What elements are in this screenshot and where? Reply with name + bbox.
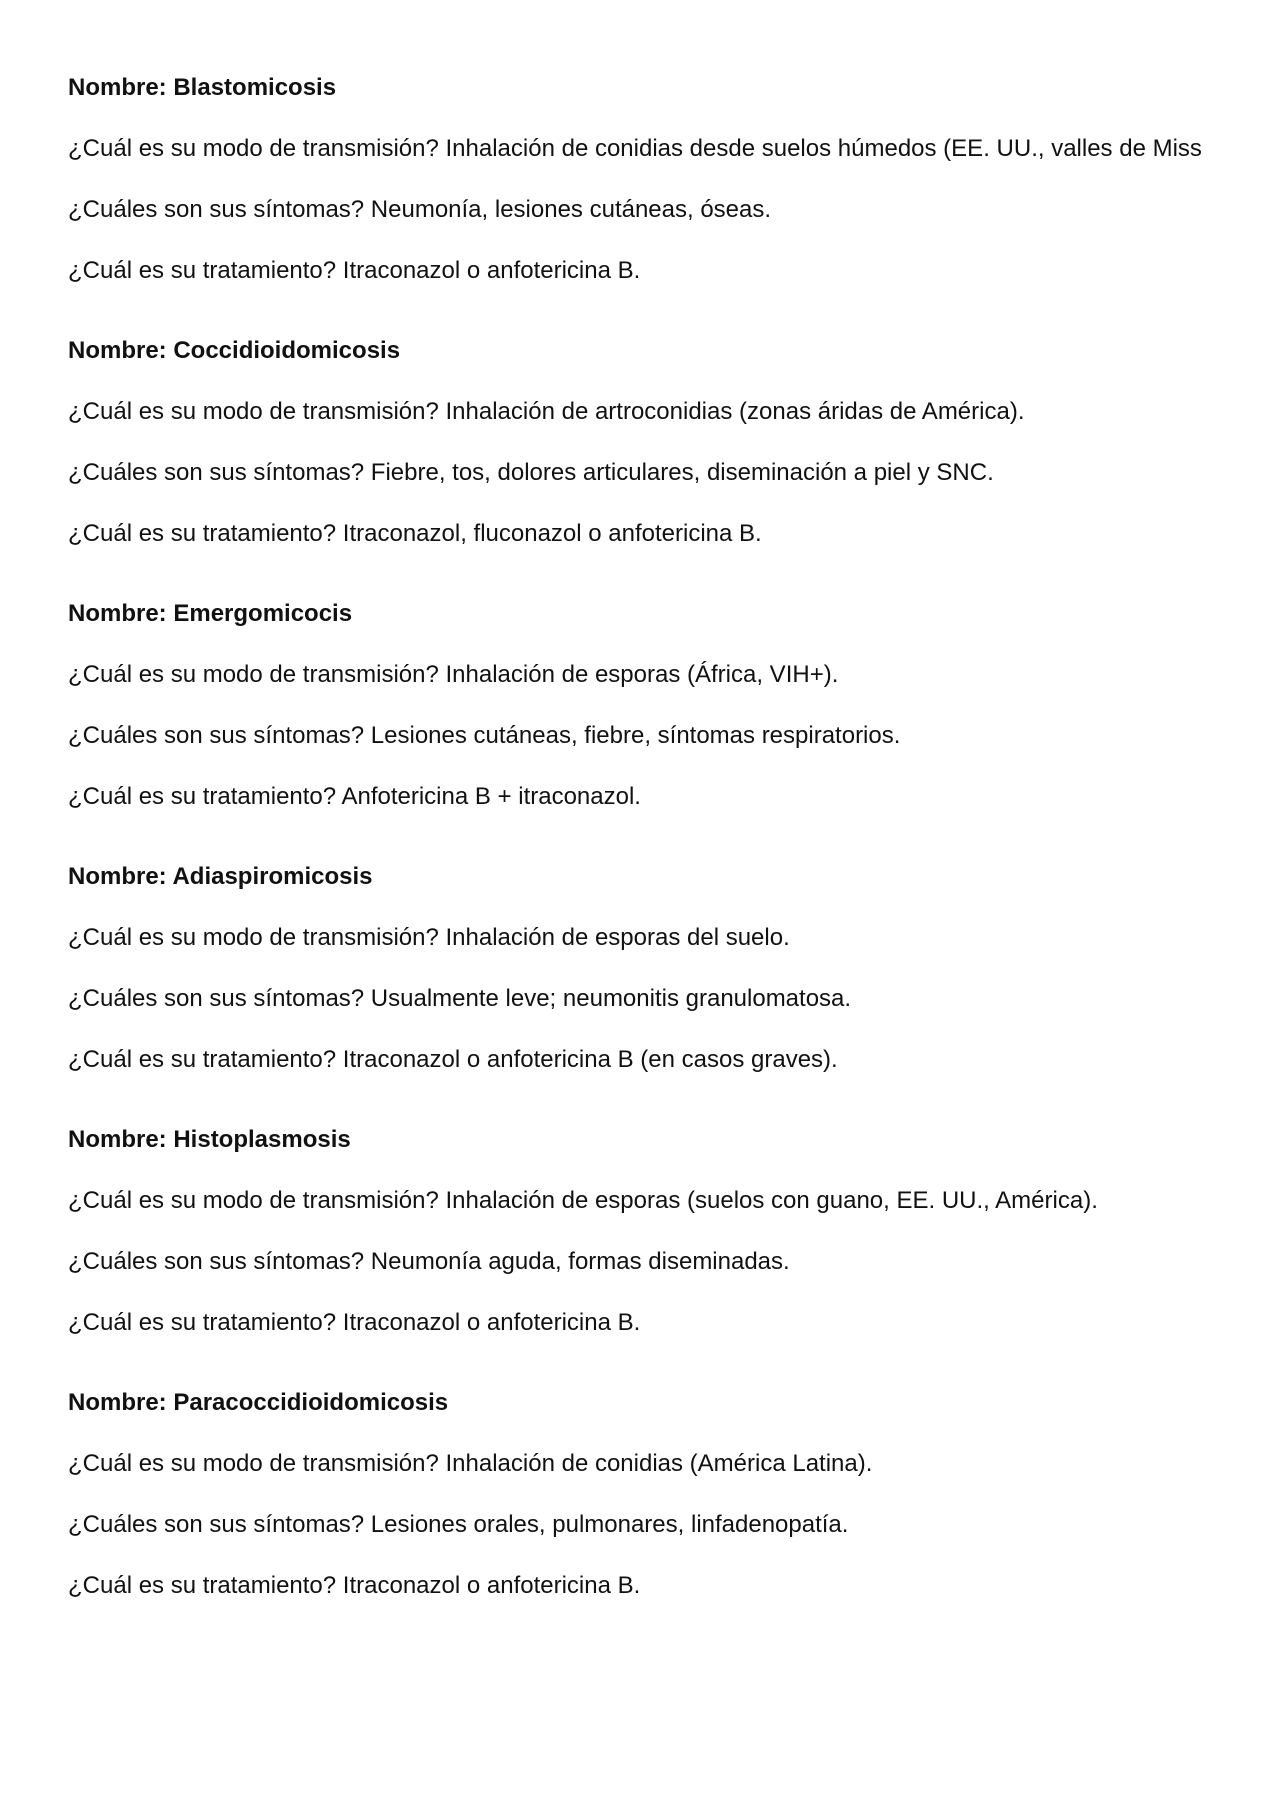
transmission-line: ¿Cuál es su modo de transmisión? Inhalación de esporas (África, VIH+). <box>68 661 839 688</box>
disease-entry <box>68 336 1280 549</box>
transmission-line: ¿Cuál es su modo de transmisión? Inhalación de artroconidias (zonas áridas de América). <box>68 398 1025 425</box>
disease-name: Nombre: Blastomicosis <box>68 74 337 101</box>
symptoms-line: ¿Cuáles son sus síntomas? Fiebre, tos, dolores articulares, diseminación a piel y SNC. <box>68 459 994 486</box>
disease-name: Nombre: Adiaspiromicosis <box>68 863 373 890</box>
symptoms-line: ¿Cuáles son sus síntomas? Lesiones cutáneas, fiebre, síntomas respiratorios. <box>68 722 901 749</box>
symptoms-line: ¿Cuáles son sus síntomas? Neumonía aguda, formas diseminadas. <box>68 1248 790 1275</box>
disease-name: Nombre: Histoplasmosis <box>68 1126 351 1153</box>
treatment-line: ¿Cuál es su tratamiento? Itraconazol o anfotericina B (en casos graves). <box>68 1046 838 1073</box>
treatment-line: ¿Cuál es su tratamiento? Itraconazol o anfotericina B. <box>68 257 641 284</box>
transmission-line: ¿Cuál es su modo de transmisión? Inhalación de esporas del suelo. <box>68 924 790 951</box>
disease-entry <box>68 73 1280 286</box>
disease-entry <box>68 862 1280 1075</box>
disease-name: Nombre: Coccidioidomicosis <box>68 337 401 364</box>
document-page <box>68 73 1280 1651</box>
symptoms-line: ¿Cuáles son sus síntomas? Neumonía, lesiones cutáneas, óseas. <box>68 196 772 223</box>
transmission-line: ¿Cuál es su modo de transmisión? Inhalación de conidias (América Latina). <box>68 1450 873 1477</box>
disease-name: Nombre: Paracoccidioidomicosis <box>68 1389 449 1416</box>
transmission-line: ¿Cuál es su modo de transmisión? Inhalación de conidias desde suelos húmedos (EE. UU., valles de Miss <box>68 135 1202 162</box>
treatment-line: ¿Cuál es su tratamiento? Itraconazol o anfotericina B. <box>68 1309 641 1336</box>
transmission-line: ¿Cuál es su modo de transmisión? Inhalación de esporas (suelos con guano, EE. UU., América). <box>68 1187 1098 1214</box>
disease-entry <box>68 1125 1280 1338</box>
symptoms-line: ¿Cuáles son sus síntomas? Lesiones orales, pulmonares, linfadenopatía. <box>68 1511 849 1538</box>
treatment-line: ¿Cuál es su tratamiento? Itraconazol, fluconazol o anfotericina B. <box>68 520 762 547</box>
symptoms-line: ¿Cuáles son sus síntomas? Usualmente leve; neumonitis granulomatosa. <box>68 985 852 1012</box>
treatment-line: ¿Cuál es su tratamiento? Itraconazol o anfotericina B. <box>68 1572 641 1599</box>
disease-name: Nombre: Emergomicocis <box>68 600 353 627</box>
disease-entry <box>68 1388 1280 1601</box>
treatment-line: ¿Cuál es su tratamiento? Anfotericina B + itraconazol. <box>68 783 641 810</box>
disease-entry <box>68 599 1280 812</box>
